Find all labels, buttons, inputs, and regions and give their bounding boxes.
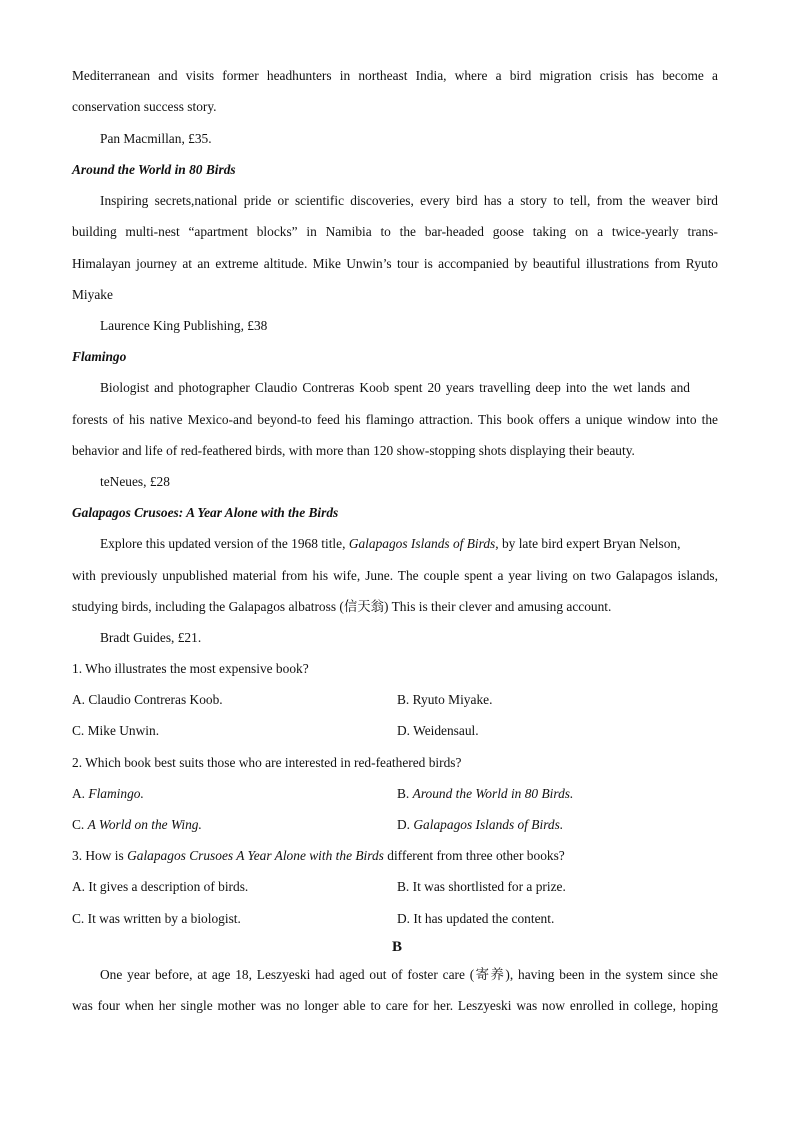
book-desc-line: Explore this updated version of the 1968 title, Galapagos Islands of Birds, by late bird expert Bryan Nelson, bbox=[100, 536, 681, 551]
book-desc-line: Inspiring secrets,national pride or scientific discoveries, every bird has a story to tell, from the weaver bird bbox=[100, 193, 718, 208]
question-1-stem: 1. Who illustrates the most expensive book? bbox=[72, 661, 309, 676]
question-1-option-c: C. Mike Unwin. bbox=[72, 723, 160, 738]
question-2-option-a: A. Flamingo. bbox=[72, 786, 144, 801]
book-title-reference: Galapagos Islands of Birds bbox=[348, 536, 496, 551]
question-1-option-b: B. Ryuto Miyake. bbox=[397, 692, 493, 707]
question-2-stem: 2. Which book best suits those who are interested in red-feathered birds? bbox=[72, 755, 462, 770]
book-desc-line: Biologist and photographer Claudio Contreras Koob spent 20 years travelling deep into the wet lands and bbox=[100, 380, 690, 395]
question-1-option-a: A. Claudio Contreras Koob. bbox=[72, 692, 223, 707]
question-3-option-c: C. It was written by a biologist. bbox=[72, 911, 241, 926]
publisher-teneues: teNeues, £28 bbox=[100, 474, 170, 489]
book-title-around-the-world: Around the World in 80 Birds bbox=[72, 162, 236, 177]
publisher-pan-macmillan: Pan Macmillan, £35. bbox=[100, 131, 212, 146]
question-1-option-d: D. Weidensaul. bbox=[397, 723, 479, 738]
publisher-bradt-guides: Bradt Guides, £21. bbox=[100, 630, 202, 645]
book-title-flamingo: Flamingo bbox=[72, 349, 127, 364]
question-2-option-d: D. Galapagos Islands of Birds. bbox=[397, 817, 564, 832]
question-3-stem: 3. How is Galapagos Crusoes A Year Alone with the Birds different from three other books? bbox=[72, 848, 565, 863]
question-2-option-b: B. Around the World in 80 Birds. bbox=[397, 786, 574, 801]
book-title-galapagos-crusoes: Galapagos Crusoes: A Year Alone with the Birds bbox=[72, 505, 339, 520]
book-desc-line: building multi-nest “apartment blocks” in Namibia to the bar-headed goose taking on a twice-yearly trans- bbox=[72, 224, 718, 239]
book-desc-line: Himalayan journey at an extreme altitude. Mike Unwin’s tour is accompanied by beautiful illustrations from Ryuto bbox=[72, 256, 718, 271]
section-heading-b: B bbox=[391, 939, 402, 955]
book-desc-line: with previously unpublished material from his wife, June. The couple spent a year living on two Galapagos islands, bbox=[72, 568, 718, 583]
intro-line-2: conservation success story. bbox=[72, 99, 217, 114]
book-desc-line: Miyake bbox=[72, 287, 113, 302]
passage-b-line: One year before, at age 18, Leszyeski had aged out of foster care (寄养), having been in the system since she bbox=[100, 967, 718, 982]
book-desc-line: forests of his native Mexico-and beyond-to feed his flamingo attraction. This book offers a unique window into the bbox=[72, 412, 718, 427]
publisher-laurence-king: Laurence King Publishing, £38 bbox=[100, 318, 268, 333]
book-desc-line: behavior and life of red-feathered birds, with more than 120 show-stopping shots displaying their beauty. bbox=[72, 443, 635, 458]
question-2-option-c: C. A World on the Wing. bbox=[72, 817, 202, 832]
question-3-option-a: A. It gives a description of birds. bbox=[72, 879, 249, 894]
book-desc-line: studying birds, including the Galapagos albatross (信天翁) This is their clever and amusing account. bbox=[72, 599, 612, 614]
intro-line-1: Mediterranean and visits former headhunters in northeast India, where a bird migration crisis has become a bbox=[72, 68, 718, 83]
question-3-option-d: D. It has updated the content. bbox=[397, 911, 555, 926]
question-3-option-b: B. It was shortlisted for a prize. bbox=[397, 879, 566, 894]
passage-b-line: was four when her single mother was no longer able to care for her. Leszyeski was now enrolled in college, hoping bbox=[72, 998, 718, 1013]
